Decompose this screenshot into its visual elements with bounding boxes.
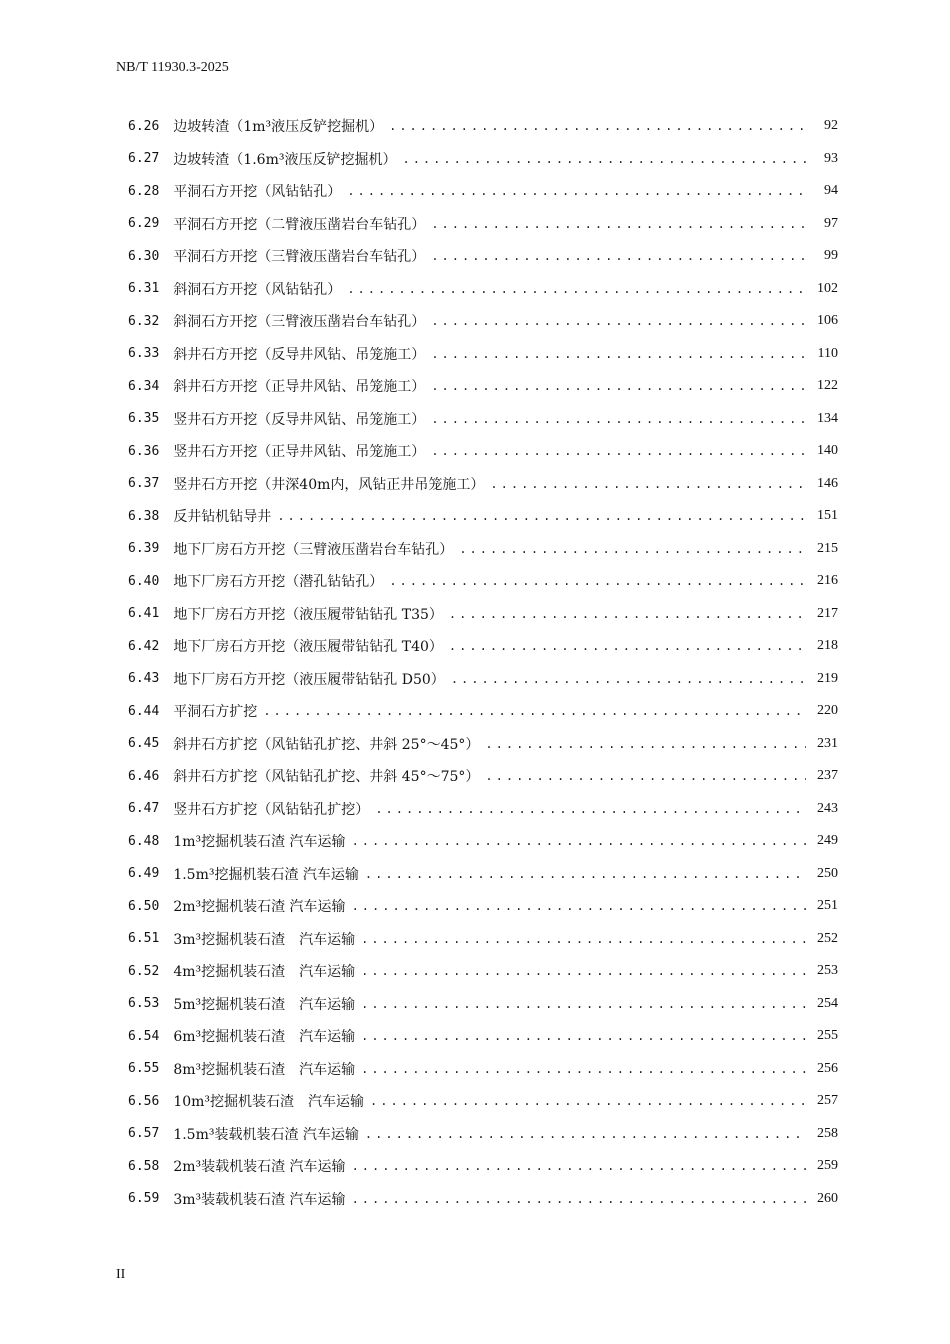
toc-entry[interactable] bbox=[128, 630, 838, 663]
toc-entry-page: 140 bbox=[817, 443, 838, 459]
toc-entry-number: 6.29 bbox=[128, 216, 160, 232]
toc-entry-title: 地下厂房石方开挖（液压履带钻钻孔 T35） bbox=[173, 606, 443, 623]
toc-entry-page: 250 bbox=[817, 865, 838, 881]
toc-entry-title: 8m³挖掘机装石渣 汽车运输 bbox=[173, 1061, 356, 1078]
dot-leader bbox=[431, 314, 806, 328]
toc-entry[interactable] bbox=[128, 793, 838, 826]
toc-entry-number: 6.49 bbox=[128, 866, 160, 882]
dot-leader bbox=[347, 184, 806, 198]
toc-entry-title: 竖井石方开挖（井深40m内，风钻正井吊笼施工） bbox=[173, 476, 485, 493]
toc-entry-page: 102 bbox=[817, 280, 838, 296]
toc-entry-page: 220 bbox=[817, 703, 838, 719]
dot-leader bbox=[485, 769, 806, 783]
toc-entry-title: 平洞石方开挖（风钻钻孔） bbox=[173, 184, 342, 201]
toc-entry[interactable] bbox=[128, 1183, 838, 1216]
toc-entry[interactable] bbox=[128, 1118, 838, 1151]
toc-entry[interactable] bbox=[128, 1150, 838, 1183]
toc-entry-title: 斜洞石方开挖（三臂液压凿岩台车钻孔） bbox=[173, 314, 426, 331]
toc-entry-number: 6.27 bbox=[128, 151, 160, 167]
toc-entry-title: 1m³挖掘机装石渣 汽车运输 bbox=[173, 834, 346, 851]
dot-leader bbox=[431, 379, 806, 393]
toc-entry[interactable] bbox=[128, 760, 838, 793]
toc-entry-title: 地下厂房石方开挖（三臂液压凿岩台车钻孔） bbox=[173, 541, 454, 558]
toc-entry[interactable] bbox=[128, 858, 838, 891]
toc-entry-number: 6.34 bbox=[128, 378, 160, 394]
dot-leader bbox=[431, 412, 806, 426]
toc-entry-title: 斜洞石方开挖（风钻钻孔） bbox=[173, 281, 342, 298]
dot-leader bbox=[352, 834, 806, 848]
toc-entry-number: 6.50 bbox=[128, 898, 160, 914]
toc-entry-number: 6.37 bbox=[128, 476, 160, 492]
toc-entry-number: 6.46 bbox=[128, 768, 160, 784]
toc-entry-number: 6.45 bbox=[128, 736, 160, 752]
toc-entry[interactable] bbox=[128, 565, 838, 598]
toc-entry-number: 6.28 bbox=[128, 183, 160, 199]
toc-entry-title: 2m³挖掘机装石渣 汽车运输 bbox=[173, 899, 346, 916]
toc-entry-title: 地下厂房石方开挖（液压履带钻钻孔 D50） bbox=[173, 671, 445, 688]
toc-entry[interactable] bbox=[128, 110, 838, 143]
toc-entry[interactable] bbox=[128, 825, 838, 858]
toc-entry-number: 6.55 bbox=[128, 1061, 160, 1077]
toc-entry[interactable] bbox=[128, 890, 838, 923]
toc-entry-number: 6.53 bbox=[128, 996, 160, 1012]
toc-entry-page: 146 bbox=[817, 475, 838, 491]
toc-entry-page: 258 bbox=[817, 1125, 838, 1141]
toc-entry[interactable] bbox=[128, 338, 838, 371]
toc-entry-page: 217 bbox=[817, 605, 838, 621]
toc-entry-page: 219 bbox=[817, 670, 838, 686]
dot-leader bbox=[361, 1029, 806, 1043]
dot-leader bbox=[451, 672, 806, 686]
dot-leader bbox=[431, 444, 806, 458]
toc-entry-page: 259 bbox=[817, 1158, 838, 1174]
toc-entry[interactable] bbox=[128, 273, 838, 306]
toc-entry-title: 边坡转渣（1.6m³液压反铲挖掘机） bbox=[173, 151, 397, 168]
toc-entry-page: 237 bbox=[817, 768, 838, 784]
dot-leader bbox=[485, 737, 806, 751]
toc-entry-title: 平洞石方扩挖 bbox=[173, 704, 258, 721]
toc-entry-number: 6.31 bbox=[128, 281, 160, 297]
dot-leader bbox=[361, 964, 806, 978]
toc-entry[interactable] bbox=[128, 533, 838, 566]
toc-entry-number: 6.54 bbox=[128, 1028, 160, 1044]
page-number: II bbox=[116, 1267, 126, 1282]
dot-leader bbox=[389, 574, 806, 588]
dot-leader bbox=[431, 249, 806, 263]
table-of-contents bbox=[128, 110, 838, 1215]
toc-entry-number: 6.59 bbox=[128, 1191, 160, 1207]
toc-entry-title: 竖井石方开挖（正导井风钻、吊笼施工） bbox=[173, 444, 426, 461]
toc-entry[interactable] bbox=[128, 955, 838, 988]
toc-entry-number: 6.43 bbox=[128, 671, 160, 687]
dot-leader bbox=[449, 607, 806, 621]
toc-entry[interactable] bbox=[128, 923, 838, 956]
toc-entry-page: 110 bbox=[817, 345, 838, 361]
toc-entry-page: 215 bbox=[817, 540, 838, 556]
toc-entry[interactable] bbox=[128, 728, 838, 761]
toc-entry-title: 4m³挖掘机装石渣 汽车运输 bbox=[173, 964, 356, 981]
toc-entry[interactable] bbox=[128, 403, 838, 436]
toc-entry-page: 218 bbox=[817, 638, 838, 654]
dot-leader bbox=[352, 899, 806, 913]
toc-entry-page: 106 bbox=[817, 313, 838, 329]
toc-entry-number: 6.52 bbox=[128, 963, 160, 979]
toc-entry[interactable] bbox=[128, 1085, 838, 1118]
toc-entry-title: 斜井石方扩挖（风钻钻孔扩挖、井斜 25°～45°） bbox=[173, 736, 480, 753]
dot-leader bbox=[431, 347, 806, 361]
toc-entry[interactable] bbox=[128, 468, 838, 501]
toc-entry-title: 平洞石方开挖（三臂液压凿岩台车钻孔） bbox=[173, 249, 426, 266]
toc-entry-number: 6.58 bbox=[128, 1158, 160, 1174]
toc-entry-page: 134 bbox=[817, 410, 838, 426]
toc-entry-title: 地下厂房石方开挖（液压履带钻钻孔 T40） bbox=[173, 639, 443, 656]
toc-entry-page: 251 bbox=[817, 898, 838, 914]
toc-entry[interactable] bbox=[128, 143, 838, 176]
toc-entry-page: 257 bbox=[817, 1093, 838, 1109]
toc-entry[interactable] bbox=[128, 1053, 838, 1086]
toc-entry-page: 252 bbox=[817, 930, 838, 946]
toc-entry[interactable] bbox=[128, 435, 838, 468]
toc-entry-title: 3m³挖掘机装石渣 汽车运输 bbox=[173, 931, 356, 948]
toc-entry-page: 97 bbox=[824, 215, 838, 231]
toc-entry-page: 92 bbox=[824, 118, 838, 134]
toc-entry-title: 地下厂房石方开挖（潜孔钻钻孔） bbox=[173, 574, 384, 591]
toc-entry-page: 260 bbox=[817, 1190, 838, 1206]
toc-entry-title: 5m³挖掘机装石渣 汽车运输 bbox=[173, 996, 356, 1013]
toc-entry-number: 6.56 bbox=[128, 1093, 160, 1109]
dot-leader bbox=[389, 119, 806, 133]
toc-entry-number: 6.48 bbox=[128, 833, 160, 849]
toc-entry-number: 6.32 bbox=[128, 313, 160, 329]
toc-entry-number: 6.39 bbox=[128, 541, 160, 557]
toc-entry-page: 254 bbox=[817, 995, 838, 1011]
toc-entry[interactable] bbox=[128, 598, 838, 631]
dot-leader bbox=[431, 217, 806, 231]
toc-entry-page: 253 bbox=[817, 963, 838, 979]
toc-entry-number: 6.51 bbox=[128, 931, 160, 947]
toc-entry-title: 平洞石方开挖（二臂液压凿岩台车钻孔） bbox=[173, 216, 426, 233]
dot-leader bbox=[263, 704, 806, 718]
toc-entry-number: 6.57 bbox=[128, 1126, 160, 1142]
toc-entry-title: 1.5m³装载机装石渣 汽车运输 bbox=[173, 1126, 359, 1143]
dot-leader bbox=[352, 1192, 806, 1206]
toc-entry-page: 93 bbox=[824, 150, 838, 166]
toc-entry-number: 6.47 bbox=[128, 801, 160, 817]
toc-entry[interactable] bbox=[128, 500, 838, 533]
dot-leader bbox=[277, 509, 806, 523]
toc-entry-number: 6.36 bbox=[128, 443, 160, 459]
dot-leader bbox=[361, 1062, 806, 1076]
dot-leader bbox=[375, 802, 806, 816]
toc-entry[interactable] bbox=[128, 305, 838, 338]
toc-entry-number: 6.38 bbox=[128, 508, 160, 524]
toc-entry-page: 216 bbox=[817, 573, 838, 589]
toc-entry[interactable] bbox=[128, 1020, 838, 1053]
toc-entry-page: 99 bbox=[824, 248, 838, 264]
toc-entry[interactable] bbox=[128, 175, 838, 208]
toc-entry-page: 94 bbox=[824, 183, 838, 199]
toc-entry-number: 6.26 bbox=[128, 118, 160, 134]
toc-entry-title: 2m³装载机装石渣 汽车运输 bbox=[173, 1159, 346, 1176]
toc-entry-number: 6.40 bbox=[128, 573, 160, 589]
toc-entry-title: 竖井石方扩挖（风钻钻孔扩挖） bbox=[173, 801, 370, 818]
toc-entry-page: 231 bbox=[817, 735, 838, 751]
dot-leader bbox=[352, 1159, 806, 1173]
dot-leader bbox=[365, 867, 806, 881]
dot-leader bbox=[347, 282, 806, 296]
toc-entry-title: 6m³挖掘机装石渣 汽车运输 bbox=[173, 1029, 356, 1046]
toc-entry-number: 6.44 bbox=[128, 703, 160, 719]
toc-entry-title: 1.5m³挖掘机装石渣 汽车运输 bbox=[173, 866, 359, 883]
toc-entry-page: 256 bbox=[817, 1060, 838, 1076]
toc-entry[interactable] bbox=[128, 695, 838, 728]
toc-entry[interactable] bbox=[128, 208, 838, 241]
toc-entry-title: 10m³挖掘机装石渣 汽车运输 bbox=[173, 1094, 365, 1111]
dot-leader bbox=[490, 477, 806, 491]
toc-entry-number: 6.42 bbox=[128, 638, 160, 654]
dot-leader bbox=[365, 1127, 806, 1141]
toc-entry-page: 151 bbox=[817, 508, 838, 524]
toc-entry-page: 122 bbox=[817, 378, 838, 394]
dot-leader bbox=[361, 932, 806, 946]
toc-entry-page: 249 bbox=[817, 833, 838, 849]
toc-entry-page: 243 bbox=[817, 800, 838, 816]
toc-entry-title: 反井钻机钻导井 bbox=[173, 509, 272, 526]
toc-entry[interactable] bbox=[128, 240, 838, 273]
toc-entry-page: 255 bbox=[817, 1028, 838, 1044]
toc-entry-title: 竖井石方开挖（反导井风钻、吊笼施工） bbox=[173, 411, 426, 428]
document-header: NB/T 11930.3-2025 bbox=[116, 60, 229, 75]
toc-entry[interactable] bbox=[128, 370, 838, 403]
toc-entry-title: 斜井石方扩挖（风钻钻孔扩挖、井斜 45°～75°） bbox=[173, 769, 480, 786]
toc-entry-number: 6.41 bbox=[128, 606, 160, 622]
toc-entry-title: 斜井石方开挖（正导井风钻、吊笼施工） bbox=[173, 379, 426, 396]
dot-leader bbox=[361, 997, 806, 1011]
toc-entry-title: 边坡转渣（1m³液压反铲挖掘机） bbox=[173, 119, 384, 136]
toc-entry[interactable] bbox=[128, 663, 838, 696]
toc-entry[interactable] bbox=[128, 988, 838, 1021]
toc-entry-number: 6.33 bbox=[128, 346, 160, 362]
toc-entry-number: 6.35 bbox=[128, 411, 160, 427]
dot-leader bbox=[449, 639, 806, 653]
toc-entry-number: 6.30 bbox=[128, 248, 160, 264]
toc-entry-title: 斜井石方开挖（反导井风钻、吊笼施工） bbox=[173, 346, 426, 363]
dot-leader bbox=[402, 152, 806, 166]
toc-entry-title: 3m³装载机装石渣 汽车运输 bbox=[173, 1191, 346, 1208]
dot-leader bbox=[459, 542, 806, 556]
dot-leader bbox=[370, 1094, 806, 1108]
